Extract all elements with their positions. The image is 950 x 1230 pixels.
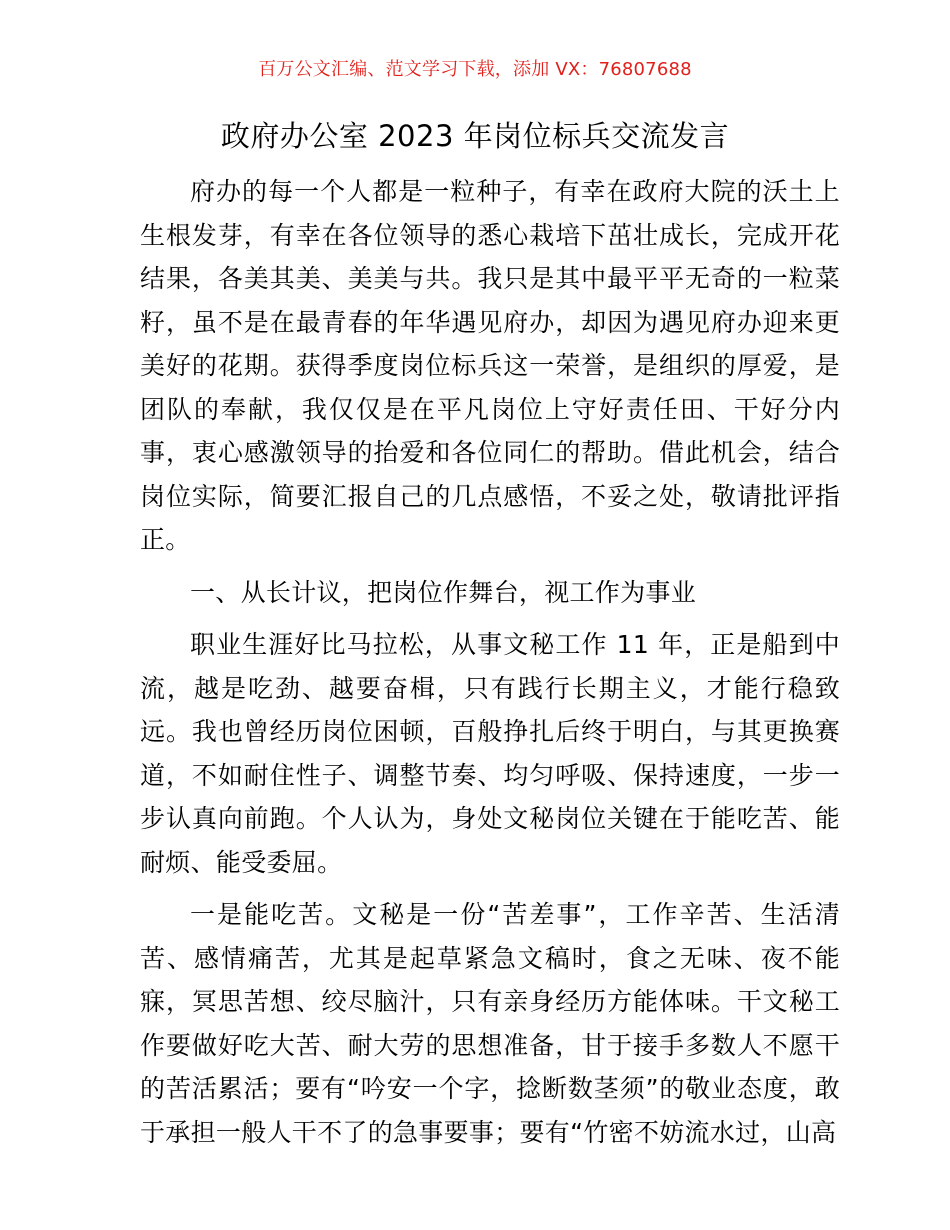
- paragraph-intro: 府办的每一个人都是一粒种子，有幸在政府大院的沃土上生根发芽，有幸在各位领导的悉心栽培下茁壮成长，完成开花结果，各美其美、美美与共。我只是其中最平平无奇的一粒菜籽，虽不是在最青春的年华遇见府办，却因为遇见府办迎来更美好的花期。获得季度岗位标兵这一荣誉，是组织的厚爱，是团队的奉献，我仅仅是在平凡岗位上守好责任田、干好分内事，衷心感激领导的抬爱和各位同仁的帮助。借此机会，结合岗位实际，简要汇报自己的几点感悟，不妥之处，敬请批评指正。: [140, 177, 840, 554]
- page-title: 政府办公室 2023 年岗位标兵交流发言: [220, 119, 730, 153]
- paragraph-hardship: 一是能吃苦。文秘是一份“苦差事”，工作辛苦、生活清苦、感情痛苦，尤其是起草紧急文稿时，食之无味、夜不能寐，冥思苦想、绞尽脑汁，只有亲身经历方能体味。干文秘工作要做好吃大苦、耐大劳的思想准备，甘于接手多数人不愿干的苦活累活；要有“吟安一个字，捻断数茎须”的敬业态度，敢于承担一般人干不了的急事要事；要有“竹密不妨流水过，山高: [140, 900, 840, 1147]
- paragraph-career: 职业生涯好比马拉松，从事文秘工作 11 年，正是船到中流，越是吃劲、越要奋楫，只有践行长期主义，才能行稳致远。我也曾经历岗位困顿，百般挣扎后终于明白，与其更换赛道，不如耐住性子、调整节奏、均匀呼吸、保持速度，一步一步认真向前跑。个人认为，身处文秘岗位关键在于能吃苦、能耐烦、能受委屈。: [140, 630, 840, 877]
- section-heading-1: 一、从长计议，把岗位作舞台，视工作为事业: [190, 577, 697, 607]
- document-body: [140, 170, 840, 1154]
- watermark-header-note: 百万公文汇编、范文学习下载，添加 VX：76807688: [258, 59, 692, 80]
